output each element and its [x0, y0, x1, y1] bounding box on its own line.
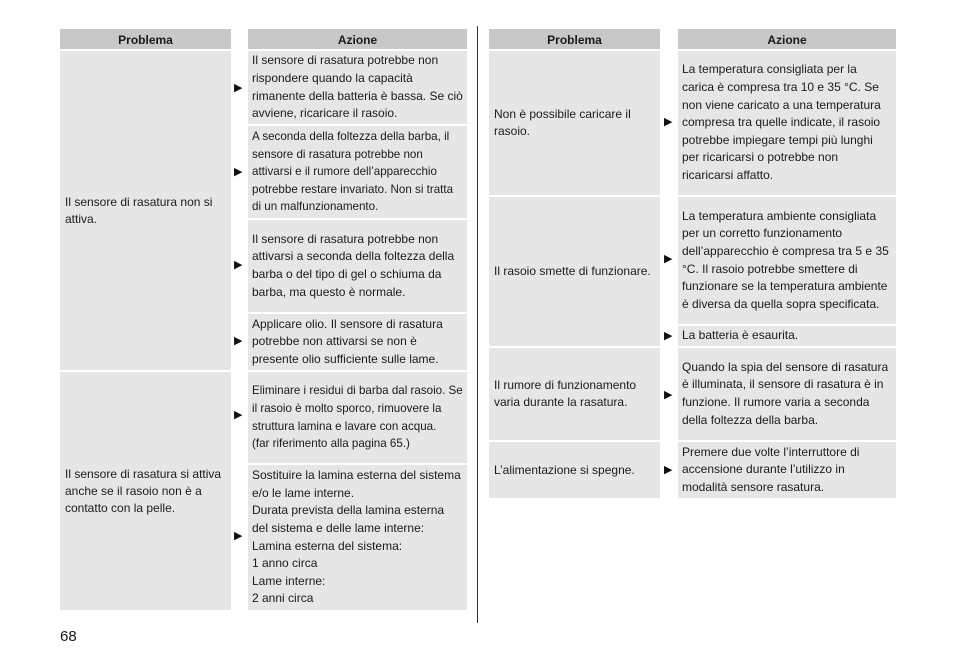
- left-action-1-3: [248, 220, 467, 312]
- right-problem-4: [489, 442, 660, 498]
- arrow-icon: ▶: [234, 259, 243, 271]
- arrow-icon: ▶: [664, 389, 673, 401]
- problem-text: Il sensore di rasatura si attiva anche se il rasoio non è a contatto con la pelle.: [65, 466, 222, 515]
- left-action-1-2: [248, 126, 467, 218]
- arrow-icon: ▶: [234, 530, 243, 542]
- arrow-icon: ▶: [664, 116, 673, 128]
- left-action-1-1: [248, 51, 467, 124]
- right-header-problem: Problema: [489, 29, 660, 49]
- action-text: La temperatura consigliata per la carica è compresa tra 10 e 35 °C. Se non viene caricato a una temperatura compresa tra quelle indicate, il rasoio potrebbe impiegare tempi più lunghi per ricaricarsi o potrebbe non ricaricarsi affatto.: [682, 62, 881, 182]
- action-text: Il sensore di rasatura potrebbe non attivarsi a seconda della foltezza della barba o del tipo di gel o schiuma da barba, ma questo è normale.: [252, 231, 455, 299]
- action-text: Quando la spia del sensore di rasatura è illuminata, il sensore di rasatura è in funzione. Il rumore varia a seconda della foltezza della barba.: [682, 359, 889, 427]
- right-header-action: Azione: [678, 29, 896, 49]
- problem-text: L’alimentazione si spegne.: [494, 462, 635, 477]
- column-divider: [477, 26, 478, 623]
- arrow-icon: ▶: [664, 464, 673, 476]
- right-action-1-1: [678, 51, 896, 195]
- action-text: A seconda della foltezza della barba, il sensore di rasatura potrebbe non attivarsi e il rumore dell’apparecchio potrebbe restare invariato. Non si tratta di un malfunzionamento.: [252, 130, 454, 214]
- arrow-icon: ▶: [234, 82, 243, 94]
- left-header-problem: Problema: [60, 29, 231, 49]
- action-text: Il sensore di rasatura potrebbe non rispondere quando la capacità rimanente della batteria è bassa. Se ciò avviene, ricaricare il rasoio.: [252, 53, 463, 121]
- arrow-icon: ▶: [234, 166, 243, 178]
- right-action-3-1: [678, 348, 896, 440]
- arrow-icon: ▶: [234, 409, 243, 421]
- page-number: 68: [60, 628, 77, 645]
- problem-text: Non è possibile caricare il rasoio.: [494, 107, 631, 138]
- left-action-2-2: [248, 465, 467, 610]
- action-text: Premere due volte l’interruttore di accensione durante l’utilizzo in modalità sensore rasatura.: [682, 444, 860, 494]
- right-problem-2: [489, 197, 660, 346]
- problem-text: Il sensore di rasatura non si attiva.: [65, 194, 213, 226]
- arrow-icon: ▶: [664, 330, 673, 342]
- right-action-2-1: [678, 197, 896, 324]
- action-text: Eliminare i residui di barba dal rasoio. Se il rasoio è molto sporco, rimuovere la struttura lamina e lavare con acqua. (far riferimento alla pagina 65.): [252, 384, 463, 451]
- left-header-action: Azione: [248, 29, 467, 49]
- left-problem-1: [60, 51, 231, 370]
- left-action-2-1: [248, 372, 467, 463]
- action-text: Applicare olio. Il sensore di rasatura potrebbe non attivarsi se non è presente olio sufficiente sulle lame.: [252, 316, 443, 366]
- right-problem-1: [489, 51, 660, 195]
- right-problem-3: [489, 348, 660, 440]
- arrow-icon: ▶: [234, 335, 243, 347]
- left-action-1-4: [248, 314, 467, 370]
- problem-text: Il rasoio smette di funzionare.: [494, 264, 651, 278]
- left-problem-2: [60, 372, 231, 610]
- action-text: Sostituire la lamina esterna del sistema e/o le lame interne. Durata prevista della lamina esterna del sistema e delle lame interne: Lamina esterna del sistema: 1 anno circa Lame interne: 2 anni circa: [252, 468, 461, 606]
- action-text: La batteria è esaurita.: [682, 328, 799, 343]
- right-action-2-2: [678, 326, 896, 346]
- action-text: La temperatura ambiente consigliata per un corretto funzionamento dell’apparecchio è compresa tra 5 e 35 °C. Il rasoio potrebbe smettere di funzionare se la temperatura ambiente è diversa da quella sopra specificata.: [682, 208, 889, 311]
- right-action-4-1: [678, 442, 896, 498]
- problem-text: Il rumore di funzionamento varia durante la rasatura.: [494, 378, 637, 409]
- arrow-icon: ▶: [664, 253, 673, 265]
